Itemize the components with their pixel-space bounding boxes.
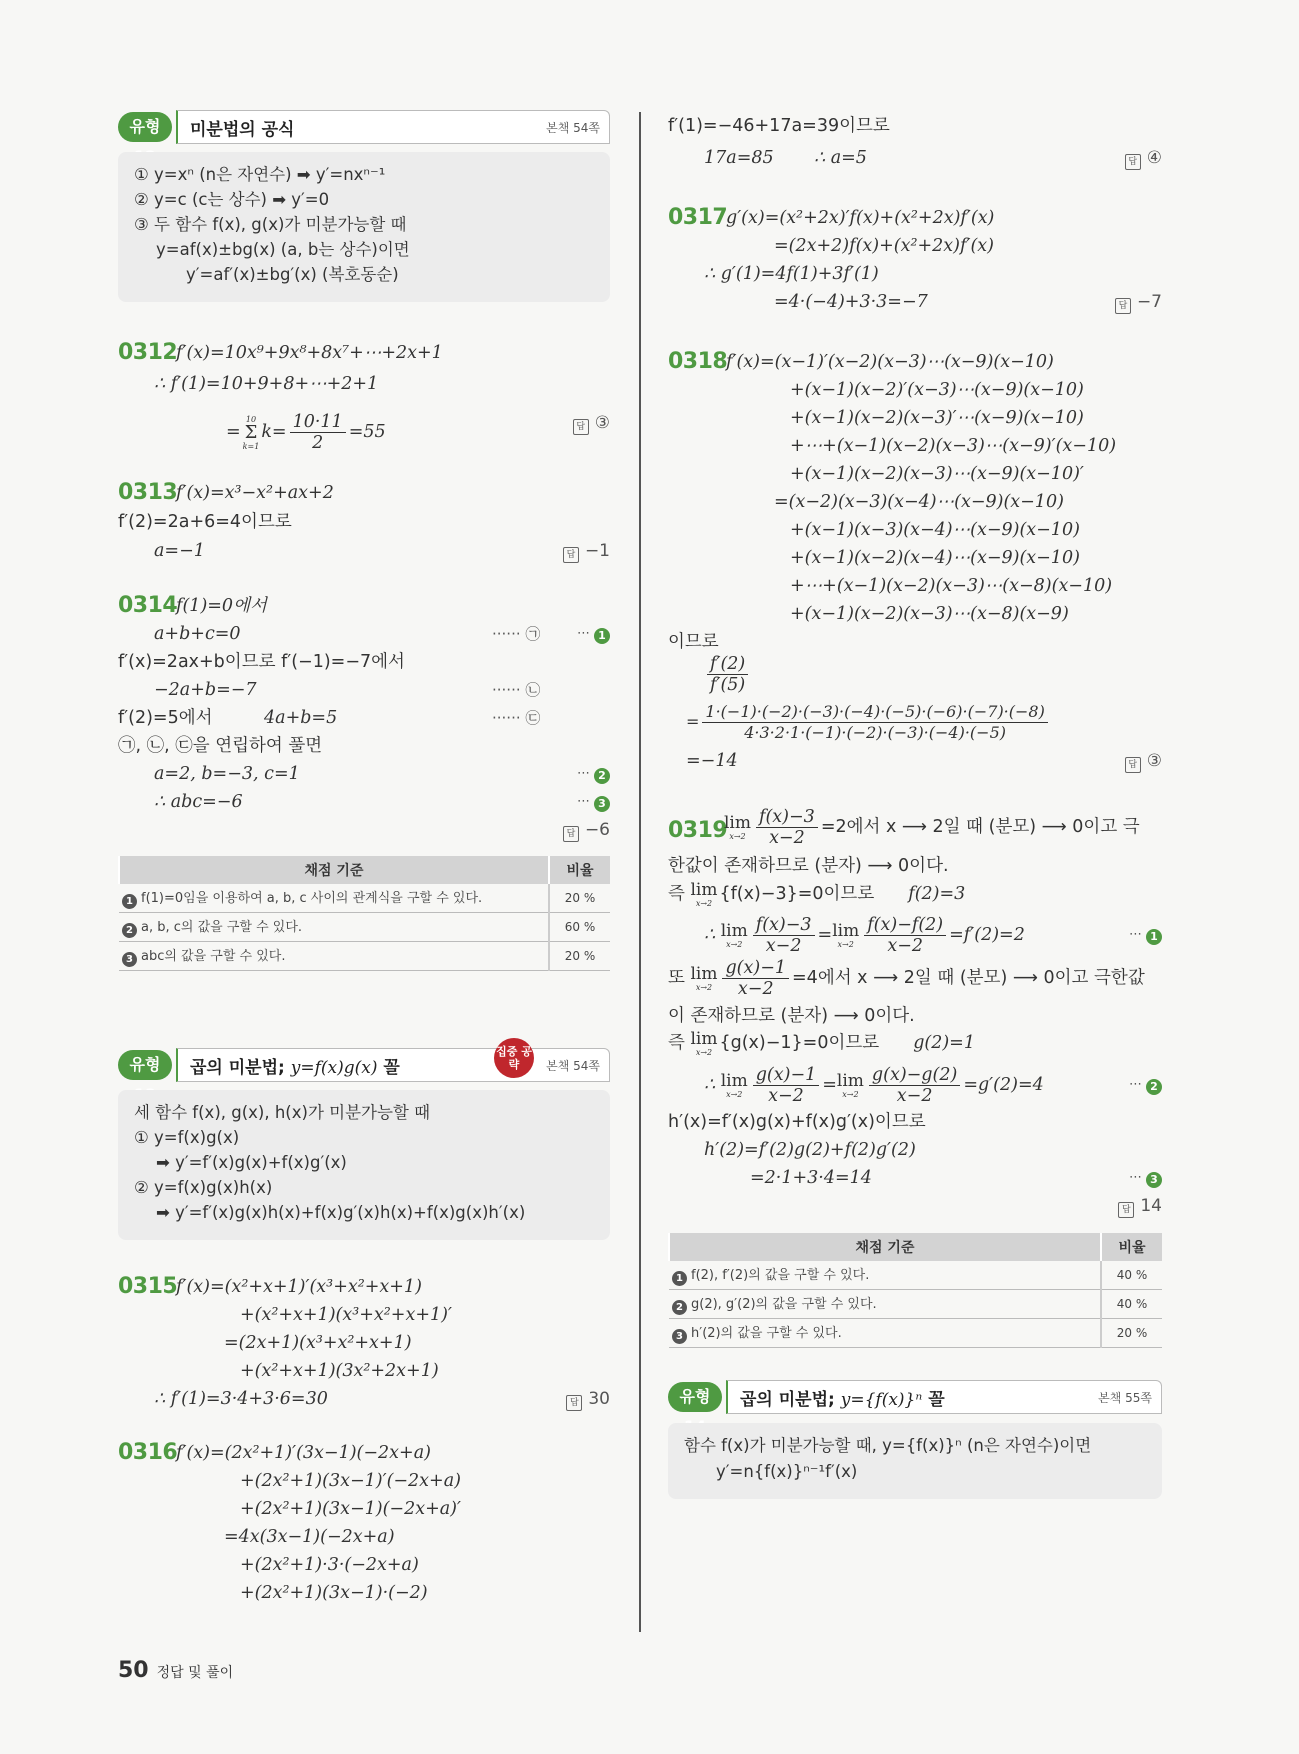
type14-title: 곱의 미분법; y={f(x)}ⁿ 꼴 xyxy=(740,1390,945,1410)
type14-tag: 유형 xyxy=(668,1382,722,1412)
answer: 답 30 xyxy=(566,1388,610,1411)
page-footer xyxy=(118,1658,233,1683)
answer: 답 −1 xyxy=(563,540,610,563)
answer: 답 14 xyxy=(1118,1195,1162,1218)
answer: 답 ③ xyxy=(1125,750,1162,773)
column-divider xyxy=(639,112,641,1632)
type13-title: 곱의 미분법; y=f(x)g(x) 꼴 xyxy=(190,1058,400,1078)
problem-number: 0315 xyxy=(118,1274,178,1299)
page-number: 50 xyxy=(118,1658,149,1683)
problem-number: 0316 xyxy=(118,1440,178,1465)
problem-number: 0312 xyxy=(118,340,178,365)
answer: 답 ③ xyxy=(573,412,610,435)
type13-tag: 유형 xyxy=(118,1050,172,1080)
problem-number: 0313 xyxy=(118,480,178,505)
type13-header xyxy=(118,1045,610,1082)
type12-ref: 본책 54쪽 xyxy=(546,121,600,135)
answer: 답 −6 xyxy=(563,819,610,842)
focus-badge: 집중 공략 xyxy=(494,1038,534,1078)
scoring-table: 채점 기준 비율 1 f(1)=0임을 이용하여 a, b, c 사이의 관계식을 구할 수 있다. 20 % 2 a, b, c의 값을 구할 수 있다. 60 % 3 abc의 값을 구할 수 있다. 20 % xyxy=(118,856,610,971)
type13-summary: 세 함수 f(x), g(x), h(x)가 미분가능할 때 ① y=f(x)g(x) ➡ y′=f′(x)g(x)+f(x)g′(x) ② y=f(x)g(x)h(x) ➡ y′=f′(x)g(x)h(x)+f(x)g′(x)h(x)+f(x)g(x)h′(x) xyxy=(118,1090,610,1240)
answer: 답 ④ xyxy=(1125,147,1162,170)
page-label: 정답 및 풀이 xyxy=(156,1665,234,1681)
type12-summary: ① y=xⁿ (n은 자연수) ➡ y′=nxⁿ⁻¹ ② y=c (c는 상수) ➡ y′=0 ③ 두 함수 f(x), g(x)가 미분가능할 때 y=af(x)±bg(x) (a, b는 상수)이면 y′=af′(x)±bg′(x) (복호동순) xyxy=(118,152,610,302)
problem-number: 0319 xyxy=(668,818,728,843)
problem-number: 0318 xyxy=(668,349,728,374)
type12-header xyxy=(118,110,610,144)
scoring-table: 채점 기준 비율 1 f(2), f′(2)의 값을 구할 수 있다. 40 % 2 g(2), g′(2)의 값을 구할 수 있다. 40 % 3 h′(2)의 값을 구할 수 있다. 20 % xyxy=(668,1233,1162,1348)
type13-ref: 본책 54쪽 xyxy=(546,1059,600,1073)
type12-tag: 유형 xyxy=(118,112,172,142)
problem-number: 0317 xyxy=(668,205,728,230)
type14-ref: 본책 55쪽 xyxy=(1098,1391,1152,1405)
answer: 답 −7 xyxy=(1115,291,1162,314)
type14-header xyxy=(668,1380,1162,1414)
type14-summary: 함수 f(x)가 미분가능할 때, y={f(x)}ⁿ (n은 자연수)이면 y′=n{f(x)}ⁿ⁻¹f′(x) xyxy=(668,1423,1162,1499)
problem-number: 0314 xyxy=(118,593,178,618)
type12-title: 미분법의 공식 xyxy=(190,120,295,140)
